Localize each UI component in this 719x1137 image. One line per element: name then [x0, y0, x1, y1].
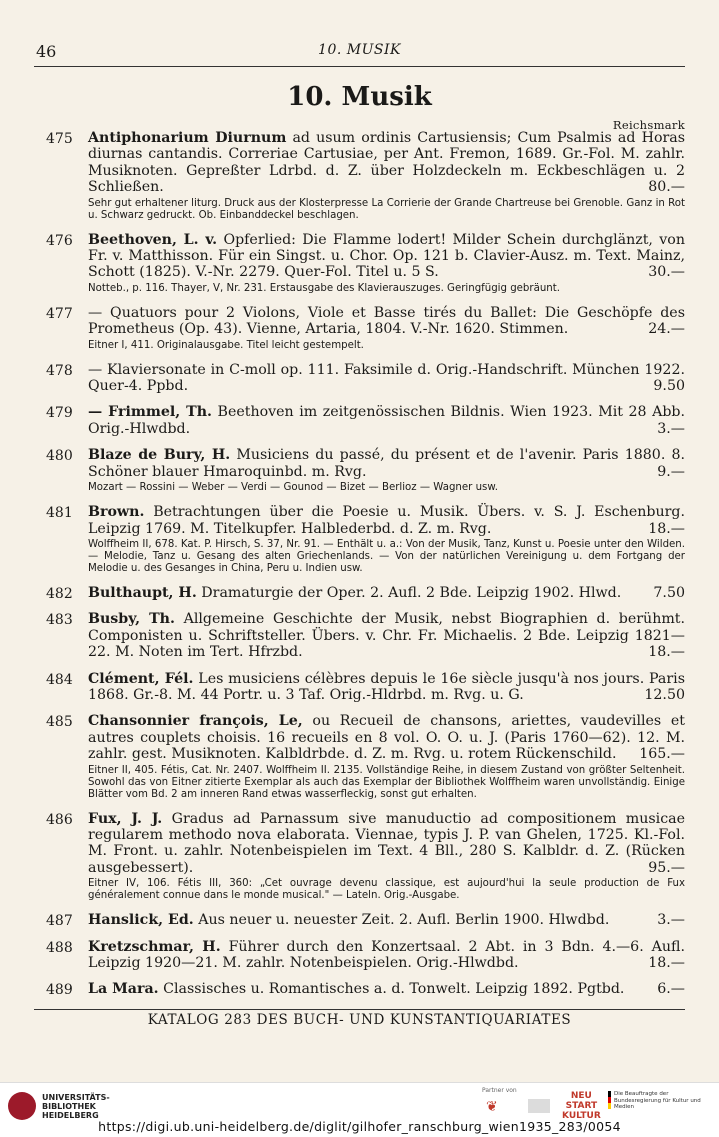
entry-price: 3.— [657, 420, 685, 437]
page-title: 10. Musik [287, 82, 432, 112]
catalog-entry [0, 585, 719, 601]
entry-price: 30.— [648, 264, 685, 281]
viewer-footer [0, 1082, 719, 1137]
entry-text: Opferlied: Die Flamme lodert! Milder Schein durchglänzt, von Fr. v. Matthisson. Für ein Singst. u. Chor. Op. 121 b. Clavier-Ausz. m. Text. Mainz, Schott (1825). V.-Nr. 2279. Quer-Fol. Titel u. 5 S. [88, 231, 685, 281]
entry-price: 18.— [648, 520, 685, 537]
entry-author: Kretzschmar, H. [88, 938, 221, 955]
entry-price: 18.— [648, 644, 685, 661]
entry-price: 165.— [639, 746, 685, 763]
entry-description [88, 130, 685, 196]
catalog-entry [0, 671, 719, 704]
library-line2: BIBLIOTHEK [42, 1102, 96, 1111]
entry-author: Bulthaupt, H. [88, 584, 197, 601]
entry-text: Musiciens du passé, du présent et de l'avenir. Paris 1880. 8. Schöner blauer Hmaroquinbd. m. Rvg. [88, 447, 685, 480]
entry-author: — Frimmel, Th. [88, 404, 212, 421]
entry-text: Aus neuer u. neuester Zeit. 2. Aufl. Berlin 1900. Hlwdbd. [193, 912, 610, 929]
entry-author: Hanslick, Ed. [88, 912, 194, 929]
entry-note: Notteb., p. 116. Thayer, V, Nr. 231. Erstausgabe des Klavierauszuges. Geringfügig gebräunt. [88, 282, 560, 294]
entry-number: 481 [46, 505, 73, 522]
entry-description [88, 232, 685, 281]
entry-number: 487 [46, 913, 73, 930]
header-rule [34, 66, 685, 67]
entry-text: — Klaviersonate in C-moll op. 111. Faksimile d. Orig.-Handschrift. München 1922. Quer-4. Ppbd. [88, 361, 685, 395]
currency-label: Reichsmark [612, 118, 685, 132]
entry-number: 485 [46, 714, 73, 731]
entry-description [88, 611, 685, 660]
entry-text: Betrachtungen über die Poesie u. Musik. Übers. v. S. J. Eschenburg. Leipzig 1769. M. Titelkupfer. Halblederbd. d. Z. m. Rvg. [88, 504, 685, 537]
entry-text: Classisches u. Romantisches a. d. Tonwelt. Leipzig 1892. Pgtbd. [158, 981, 625, 998]
entry-price: 80.— [648, 179, 685, 196]
entry-author: Clément, Fél. [88, 670, 194, 687]
catalog-entry [0, 713, 719, 800]
entry-number: 476 [46, 232, 73, 249]
entry-note: Eitner IV, 106. Fétis III, 360: „Cet ouvrage devenu classique, est aujourd'hui la seule production de Fux généralement connue dans le monde musical." — Lateln. Orig.-Ausgabe. [88, 878, 685, 902]
entry-text: Allgemeine Geschichte der Musik, nebst Biographien d. berühmt. Componisten u. Schriftsteller. Übers. v. Chr. Fr. Michaelis. 2 Bde. Leipzig 1821—22. M. Noten im Tert. Hfrzbd. [88, 611, 685, 661]
catalog-entry [0, 232, 719, 295]
entry-text: ad usum ordinis Cartusiensis; Cum Psalmis ad Horas diurnas cantandis. Correriae Cartusiae, per Ant. Fremon, 1689. Gr.-Fol. M. zahlr. Musiknoten. Gepreßter Ldrbd. d. Z. über Holzdeckeln m. Eckbeschlägen u. 2 Schließen. [88, 130, 686, 196]
catalog-entry [0, 305, 719, 352]
entry-author: Fux, J. J. [88, 810, 163, 827]
entry-description [88, 912, 685, 928]
entry-price: 6.— [657, 981, 685, 998]
page-number: 46 [36, 42, 57, 61]
entry-number: 479 [46, 405, 73, 422]
catalog-entry [0, 362, 719, 395]
library-line3: HEIDELBERG [42, 1111, 99, 1120]
entry-text: Führer durch den Konzertsaal. 2 Abt. in 3 Bdn. 4.—6. Aufl. Leipzig 1920—21. M. zahlr. Notenbeispielen. Orig.-Hlwdbd. [88, 938, 685, 971]
entry-text: ou Recueil de chansons, ariettes, vaudevilles et autres couplets choisis. 16 recueils en 8 vol. O. O. u. J. (Paris 1760—62). 12. M. zahlr. gest. Musiknoten. Kalbldrbde. d. Z. m. Rvg. u. rotem Rückenschild. [88, 713, 685, 763]
entry-number: 484 [46, 671, 73, 688]
library-line1: UNIVERSITÄTS- [42, 1093, 110, 1102]
entry-description [88, 585, 685, 601]
entry-description [88, 447, 685, 480]
entry-number: 488 [46, 939, 73, 956]
entry-note: Wolffheim II, 678. Kat. P. Hirsch, S. 37, Nr. 91. — Enthält u. a.: Von der Musik, Tanz, Kunst u. Poesie unter den Wilden. — Melodie, Tanz u. Gesang des alten Griechenlands. — Von der natürlichen Vereinigung u. dem Fortgang der Melodie u. des Gesanges in China, Peru u. Indien usw. [88, 538, 685, 574]
entry-number: 478 [46, 362, 73, 379]
neustart-line2: START [565, 1101, 598, 1111]
entry-author: La Mara. [88, 981, 159, 998]
catalog-entry [0, 130, 719, 222]
entry-note: Eitner I, 411. Originalausgabe. Titel leicht gestempelt. [88, 339, 364, 351]
catalog-footer: KATALOG 283 DES BUCH- UND KUNSTANTIQUARIATES [147, 1012, 572, 1028]
entry-text: Gradus ad Parnassum sive manuductio ad compositionem musicae regularem methodo nova elaborata. Viennae, typis J. P. van Ghelen, 1725. Kl.-Fol. M. Front. u. zahlr. Notenbeispielen im Text. 4 Bll., 280 S. Kalbldr. d. Z. (Rücken ausgebessert). [88, 810, 685, 876]
page-url[interactable]: https://digi.ub.uni-heidelberg.de/diglit/gilhofer_ranschburg_wien1935_283/0054 [98, 1119, 621, 1134]
entry-text: Beethoven im zeitgenössischen Bildnis. Wien 1923. Mit 28 Abb. Orig.-Hlwdbd. [88, 404, 685, 437]
entry-author: Beethoven, L. v. [88, 231, 218, 248]
library-logo[interactable] [42, 1093, 110, 1120]
entry-author: Busby, Th. [88, 611, 175, 628]
section-title: 10. MUSIK [318, 42, 401, 58]
entry-number: 482 [46, 585, 73, 602]
entry-price: 7.50 [653, 584, 685, 601]
neustart-logo [562, 1091, 601, 1121]
entry-author: Blaze de Bury, H. [88, 447, 231, 464]
catalog-entry [0, 504, 719, 575]
partner-logo2-icon [528, 1099, 550, 1113]
entry-price: 18.— [648, 955, 685, 971]
entry-price: 3.— [657, 912, 685, 929]
entry-description [88, 981, 685, 997]
entry-description [88, 671, 685, 704]
entry-note: Mozart — Rossini — Weber — Verdi — Gounod — Bizet — Berlioz — Wagner usw. [88, 482, 498, 494]
entry-author: Antiphonarium Diurnum [88, 130, 287, 146]
neustart-line3: KULTUR [562, 1111, 601, 1121]
entry-author: Brown. [88, 504, 145, 521]
university-seal-icon [8, 1092, 36, 1120]
catalog-entry [0, 939, 719, 972]
entry-text: Les musiciens célèbres depuis le 16e siècle jusqu'à nos jours. Paris 1868. Gr.-8. M. 44 Portr. u. 3 Taf. Orig.-Hldrbd. m. Rvg. u. G. [88, 670, 685, 703]
footer-rule [34, 1009, 685, 1010]
partner-label: Partner von [482, 1087, 517, 1094]
entry-description [88, 362, 685, 395]
catalog-entry [0, 611, 719, 660]
bkm-logo-text: Die Beauftragte der Bundesregierung für Kultur und Medien [614, 1091, 701, 1110]
entry-description [88, 811, 685, 877]
entry-description [88, 305, 685, 338]
entry-author: Chansonnier françois, Le, [88, 713, 303, 730]
entry-price: 9.50 [653, 378, 685, 395]
entry-number: 480 [46, 448, 73, 465]
entry-price: 24.— [648, 321, 685, 338]
running-header [36, 38, 683, 62]
entry-number: 486 [46, 811, 73, 828]
catalog-entry [0, 404, 719, 437]
german-flag-icon [608, 1091, 611, 1109]
catalog-entry [0, 811, 719, 903]
entry-text: Dramaturgie der Oper. 2. Aufl. 2 Bde. Leipzig 1902. Hlwd. [196, 584, 622, 601]
entry-text: — Quatuors pour 2 Violons, Viole et Basse tirés du Ballet: Die Geschöpfe des Prometheus (Op. 43). Vienne, Artaria, 1804. V.-Nr. 1620. Stimmen. [88, 304, 685, 338]
entry-price: 9.— [657, 463, 685, 480]
partner-logo-icon: ❦ [486, 1099, 498, 1115]
entry-number: 489 [46, 982, 73, 999]
catalog-entry [0, 912, 719, 928]
catalog-entry [0, 981, 719, 997]
entry-description [88, 404, 685, 437]
entry-price: 12.50 [644, 686, 685, 703]
entry-number: 483 [46, 612, 73, 629]
entry-note: Sehr gut erhaltener liturg. Druck aus der Klosterpresse La Corrierie der Grande Chartreuse bei Grenoble. Ganz in Rot u. Schwarz gedruckt. Ob. Einbanddeckel beschlagen. [88, 197, 685, 221]
entry-number: 477 [46, 305, 73, 322]
entry-description [88, 939, 685, 972]
entry-number: 475 [46, 131, 73, 147]
catalog-entry [0, 447, 719, 494]
entry-description [88, 713, 685, 762]
entry-price: 95.— [648, 859, 685, 876]
entry-note: Eitner II, 405. Fétis, Cat. Nr. 2407. Wolffheim II. 2135. Vollständige Reihe, in diesem Zustand von größter Seltenheit. Sowohl das von Eitner zitierte Exemplar als auch das Exemplar der Bibliothek Wolffheim waren unvollständig. Einige Blätter vom Bd. 2 am inneren Rand etwas wasserfleckig, sonst gut erhalten. [88, 764, 685, 800]
catalog-entries [0, 130, 719, 1008]
entry-description [88, 504, 685, 537]
neustart-line1: NEU [570, 1091, 592, 1101]
